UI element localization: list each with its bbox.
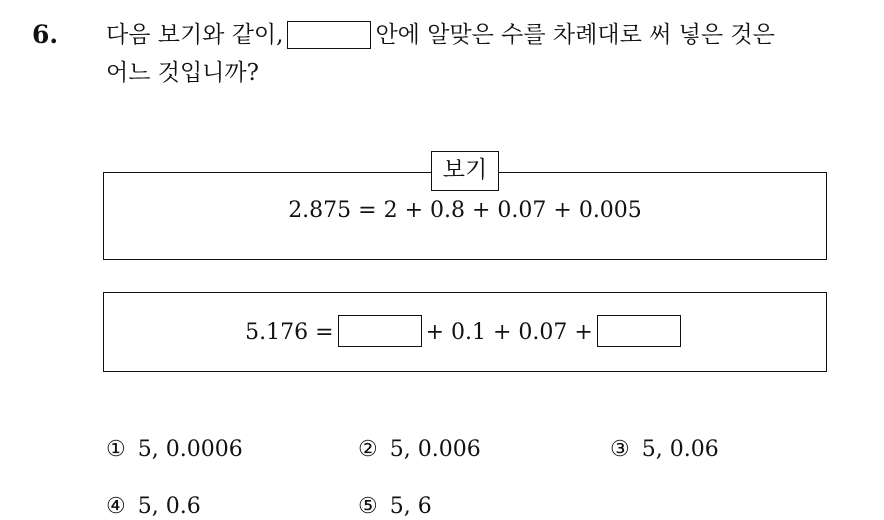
example-box-label: 보기 (431, 151, 499, 191)
choice-5-mark: ⑤ (358, 494, 378, 519)
choice-3-mark: ③ (610, 437, 630, 462)
choice-5[interactable] (358, 494, 432, 519)
choice-2[interactable] (358, 437, 481, 462)
choice-1-text: 5, 0.0006 (137, 437, 243, 462)
choice-1[interactable] (106, 437, 243, 462)
problem-equation-left: 5.176 = (245, 320, 334, 345)
choice-4-mark: ④ (106, 494, 126, 519)
problem-box (103, 292, 827, 372)
answer-blank-1 (338, 315, 422, 347)
choice-1-mark: ① (106, 437, 126, 462)
question-number: 6. (32, 20, 59, 49)
choice-3-text: 5, 0.06 (641, 437, 719, 462)
choice-2-text: 5, 0.006 (389, 437, 481, 462)
question-text-before-blank: 다음 보기와 같이, (106, 22, 284, 48)
choice-4-text: 5, 0.6 (137, 494, 201, 519)
example-equation: 2.875 = 2 + 0.8 + 0.07 + 0.005 (288, 198, 642, 223)
choice-5-text: 5, 6 (389, 494, 432, 519)
problem-equation (104, 315, 826, 350)
problem-equation-middle: + 0.1 + 0.07 + (425, 320, 593, 345)
choice-2-mark: ② (358, 437, 378, 462)
question-text-line-2: 어느 것입니까? (106, 60, 259, 86)
answer-blank-2 (597, 315, 681, 347)
question-text-after-blank: 안에 알맞은 수를 차례대로 써 넣은 것은 (375, 22, 775, 48)
inline-blank-box (287, 21, 371, 49)
choice-3[interactable] (610, 437, 719, 462)
question-text-line-1 (106, 20, 775, 50)
choice-4[interactable] (106, 494, 201, 519)
